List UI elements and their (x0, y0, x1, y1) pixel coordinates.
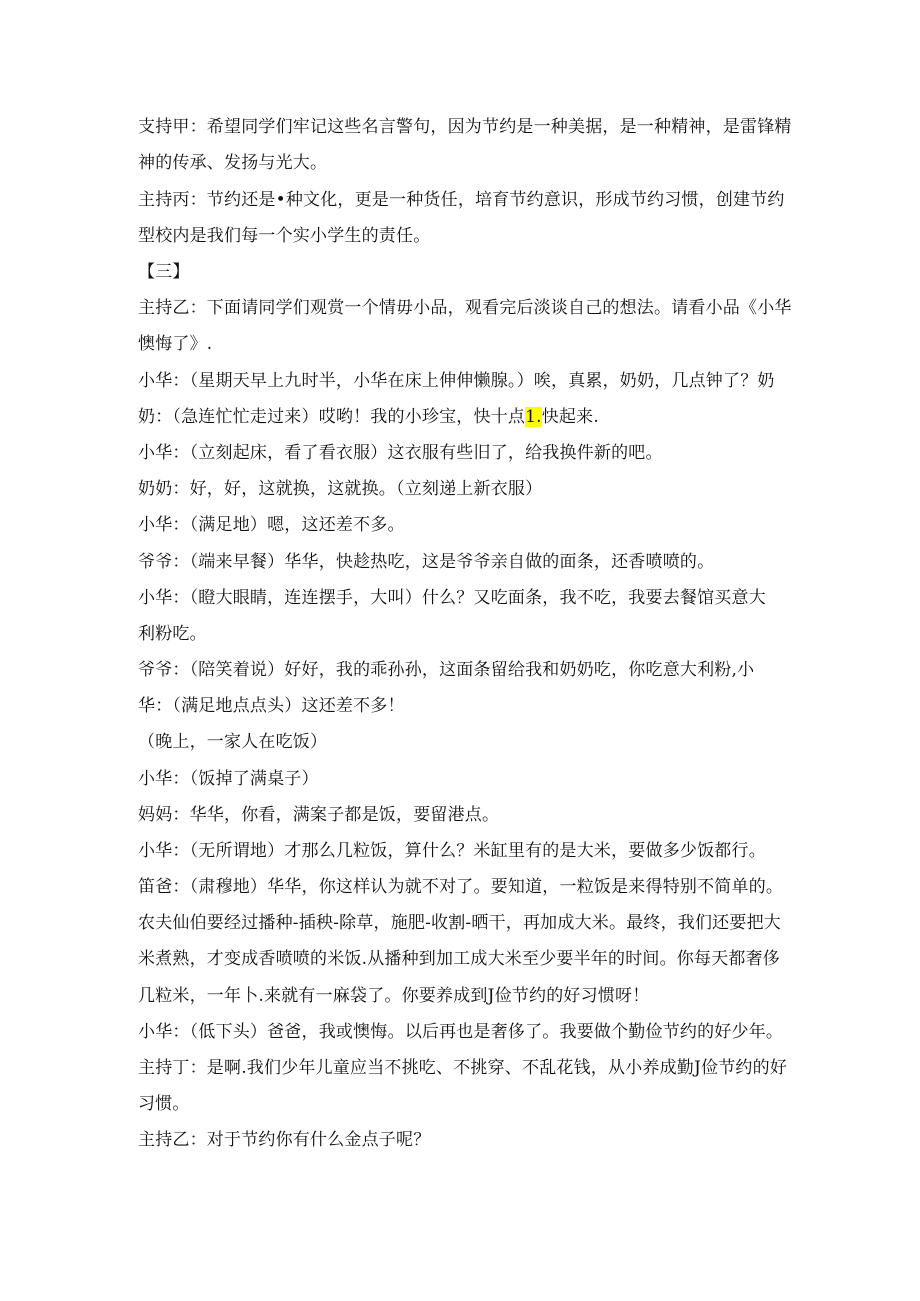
text-line-1: 支持甲：希望同学们牢记这些名言警句，因为节约是一种美据，是一种精神，是雷锋精 (138, 117, 792, 137)
text-line-28: 习惯。 (138, 1094, 190, 1114)
text-line-15: 利粉吃。 (138, 624, 207, 644)
text-line-9-end: 快起来. (541, 407, 599, 427)
text-line-2: 神的传承、发扬与光大。 (138, 153, 328, 173)
text-line-9-start: 奶：（急连忙忙走过来）哎哟！我的小珍宝，快十点 (138, 407, 526, 427)
text-line-4: 型校内是我们每一个实小学生的责任。 (138, 226, 431, 246)
text-line-22: 笛爸：（肃穆地）华华，你这样认为就不对了。要知道，一粒饭是来得特别不简单的。 (138, 877, 784, 897)
highlighted-text: 1. (525, 407, 542, 427)
text-line-29: 主持乙：对于节约你有什么金点子呢？ (138, 1130, 431, 1150)
text-line-13: 爷爷：（端来早餐）华华，快趁热吃，这是爷爷亲自做的面条，还香喷喷的。 (138, 552, 715, 572)
text-line-7: 懊悔了》. (138, 334, 213, 354)
text-line-6: 主持乙：下面请同学们观赏一个情毋小品，观看完后淡谈自己的想法。请看小品《小华 (138, 298, 792, 318)
text-line-10: 小华：（立刻起床，看了看衣服）这衣服有些旧了，给我换件新的吧。 (138, 443, 663, 463)
text-line-25: 几粒米，一年卜.来就有一麻袋了。你要养成到J俭节约的好习惯呀！ (138, 986, 650, 1006)
text-line-12: 小华：（满足地）嗯，这还差不多。 (138, 515, 405, 535)
text-line-26: 小华：（低下头）爸爸，我或懊悔。以后再也是奢侈了。我要做个勤俭节约的好少年。 (138, 1022, 784, 1042)
text-line-17: 华：（满足地点点头）这还差不多！ (138, 696, 405, 716)
text-line-14: 小华：（瞪大眼睛，连连摆手，大叫）什么？又吃面条，我不吃，我要去餐馆买意大 (138, 588, 766, 608)
text-line-9 (138, 406, 798, 428)
text-line-27: 主持丁：是啊.我们少年儿童应当不挑吃、不挑穿、不乱花钱，从小养成勤J俭节约的好 (138, 1058, 788, 1078)
text-line-24: 米煮熟，才变成香喷喷的米饭.从播种到加工成大米至少要半年的时间。你每天都奢侈 (138, 949, 781, 969)
text-line-21: 小华：（无所谓地）才那么几粒饭，算什么？米缸里有的是大米，要做多少饭都行。 (138, 841, 766, 861)
text-line-3: 主持丙：节约还是•种文化，更是一种货任，培育节约意识，形成节约习惯，创建节约 (138, 190, 785, 210)
text-line-19: 小华：（饭掉了满桌子） (138, 769, 319, 789)
text-line-20: 妈妈：华华，你看，满案子都是饭，要留港点。 (138, 805, 500, 825)
section-heading: 【三】 (138, 262, 190, 282)
text-line-18: （晚上，一家人在吃饭） (138, 732, 328, 752)
text-line-16: 爷爷：（陪笑着说）好好，我的乖孙孙，这面条留给我和奶奶吃，你吃意大利粉,小 (138, 660, 755, 680)
text-line-23: 农夫仙伯要经过播种-插秧-除草，施肥-收割-晒干，再加成大米。最终，我们还要把大 (138, 913, 781, 933)
text-line-8: 小华：（星期天早上九时半，小华在床上伸伸懒腺。）唉，真累，奶奶，几点钟了？奶 (138, 371, 775, 391)
text-line-11: 奶奶：好，好，这就换，这就换。（立刻递上新衣服） (138, 479, 543, 499)
